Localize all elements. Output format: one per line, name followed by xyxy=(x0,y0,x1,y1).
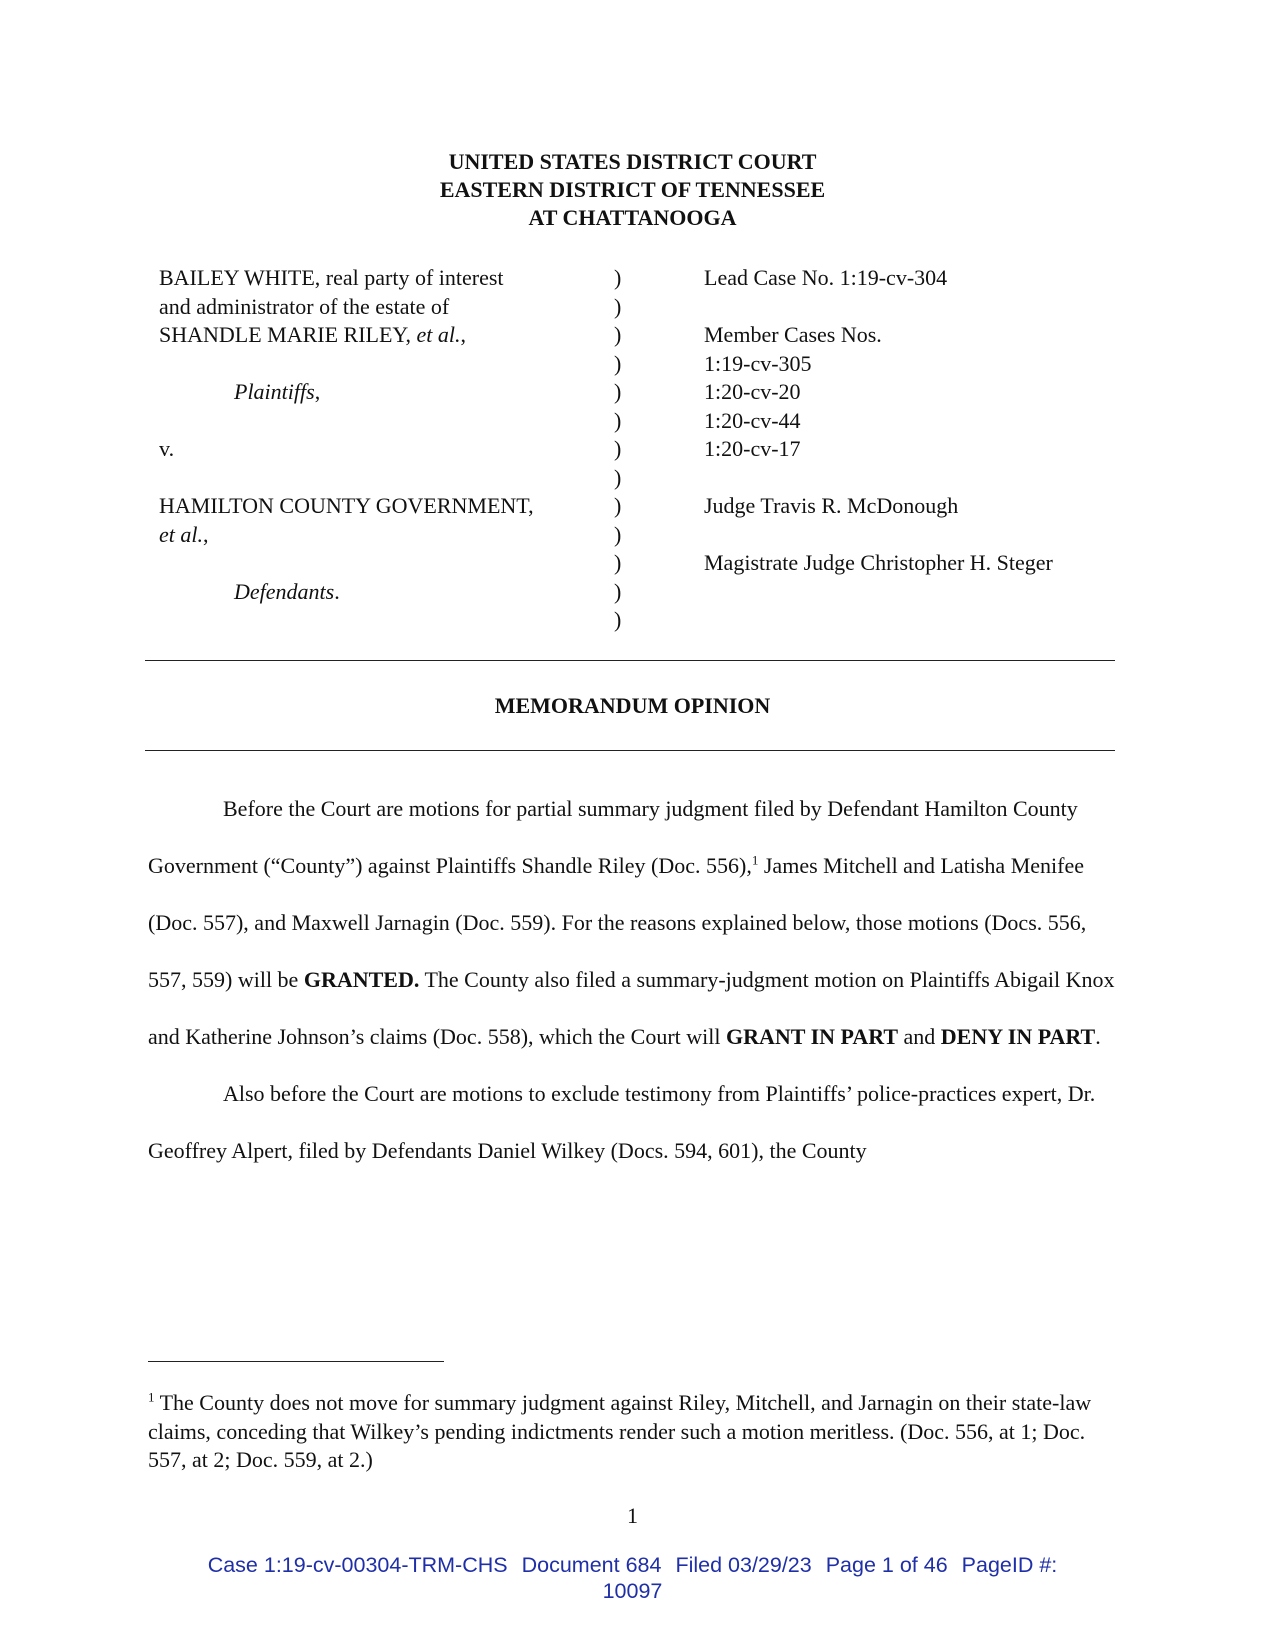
punctuation: , xyxy=(314,379,321,404)
text-run: and xyxy=(898,1024,941,1049)
case-info xyxy=(704,264,1124,578)
defendant-line xyxy=(159,521,599,550)
paren: ) xyxy=(614,293,622,319)
punctuation: , xyxy=(460,322,466,347)
caption-parentheses xyxy=(614,264,634,635)
paren: ) xyxy=(614,407,622,433)
paren: ) xyxy=(614,464,622,490)
text-run: . xyxy=(1095,1024,1101,1049)
defendants-label xyxy=(159,578,599,607)
case-caption-parties xyxy=(159,264,599,606)
footnote-number: 1 xyxy=(148,1389,155,1405)
spacer xyxy=(159,549,599,578)
judge-name: Judge Travis R. McDonough xyxy=(704,493,959,518)
member-case-number: 1:20-cv-20 xyxy=(704,379,801,404)
spacer xyxy=(159,350,599,379)
divider-top xyxy=(145,660,1115,661)
stamp-line xyxy=(0,1552,1265,1578)
magistrate-judge-name: Magistrate Judge Christopher H. Steger xyxy=(704,550,1053,575)
spacer xyxy=(704,464,1124,493)
lead-case-number: Lead Case No. 1:19-cv-304 xyxy=(704,265,948,290)
member-case-number: 1:19-cv-305 xyxy=(704,350,812,376)
stamp-pageid: 10097 xyxy=(602,1579,663,1603)
member-case-number: 1:20-cv-17 xyxy=(704,436,801,461)
stamp-pageid-label: PageID #: xyxy=(961,1553,1058,1577)
punctuation: , xyxy=(203,521,209,547)
paren: ) xyxy=(614,436,622,461)
ruling-grant-in-part: GRANT IN PART xyxy=(726,1024,898,1049)
text-run: Before the Court are motions for partial summary judgment filed by Defendant Hamilton County Government (“County”) against Plaintiffs Shandle Riley (Doc. 556), xyxy=(148,796,1078,878)
divider-bottom xyxy=(145,750,1115,751)
paren: ) xyxy=(614,521,622,547)
defendants-word: Defendants xyxy=(234,578,335,604)
paren: ) xyxy=(614,550,622,575)
text-run: The County also filed a summary-judgment motion on Plaintiffs Abigail Knox and Katherine Johnson’s claims (Doc. 558), which the Court will xyxy=(148,967,1115,1049)
ruling-granted: GRANTED. xyxy=(303,967,420,992)
stamp-document: Document 684 xyxy=(521,1553,662,1577)
defendant-line: HAMILTON COUNTY GOVERNMENT, xyxy=(159,493,534,518)
court-name: UNITED STATES DISTRICT COURT xyxy=(448,149,817,174)
plaintiff-line xyxy=(159,321,599,350)
spacer xyxy=(704,521,1124,550)
opinion-body xyxy=(148,780,1116,1179)
paragraph-2: Also before the Court are motions to exclude testimony from Plaintiffs’ police-practices expert, Dr. Geoffrey Alpert, filed by Defendants Daniel Wilkey (Docs. 594, 601), the County xyxy=(148,1081,1096,1163)
footnote xyxy=(148,1389,1108,1475)
versus: v. xyxy=(159,436,175,461)
paragraph-1 xyxy=(148,780,1116,1065)
paren: ) xyxy=(614,322,622,347)
plaintiff-name: SHANDLE MARIE RILEY, xyxy=(159,322,417,347)
plaintiff-line: and administrator of the estate of xyxy=(159,293,450,319)
spacer xyxy=(159,464,599,493)
plaintiffs-label xyxy=(159,378,599,407)
paren: ) xyxy=(614,350,622,376)
stamp-page: Page 1 of 46 xyxy=(825,1553,948,1577)
court-district: EASTERN DISTRICT OF TENNESSEE xyxy=(439,177,826,202)
ruling-deny-in-part: DENY IN PART xyxy=(940,1024,1096,1049)
text-run: James Mitchell and Latisha Menifee (Doc. 557), and Maxwell Jarnagin (Doc. 559). For the reasons explained below, those motions (Docs. 556, 557, 559) will be xyxy=(148,853,1087,992)
paren: ) xyxy=(614,607,622,632)
punctuation: . xyxy=(334,578,340,604)
spacer xyxy=(704,293,1124,322)
plaintiffs-word: Plaintiffs xyxy=(234,379,315,404)
page-number: 1 xyxy=(627,1503,638,1528)
spacer xyxy=(159,407,599,436)
document-title: MEMORANDUM OPINION xyxy=(494,693,771,718)
et-al: et al. xyxy=(416,322,461,347)
court-header xyxy=(0,148,1265,232)
plaintiff-line: BAILEY WHITE, real party of interest xyxy=(159,265,504,290)
paren: ) xyxy=(614,265,622,290)
member-case-number: 1:20-cv-44 xyxy=(704,407,801,433)
et-al: et al. xyxy=(159,521,203,547)
ecf-header-stamp xyxy=(0,1552,1265,1604)
court-division: AT CHATTANOOGA xyxy=(528,205,737,230)
stamp-filed: Filed 03/29/23 xyxy=(675,1553,812,1577)
member-cases-label: Member Cases Nos. xyxy=(704,322,882,347)
paren: ) xyxy=(614,379,622,404)
footnote-text: The County does not move for summary judgment against Riley, Mitchell, and Jarnagin on their state-law claims, conceding that Wilkey’s pending indictments render such a motion meritless. (Doc. 556, at 1; Doc. 557, at 2; Doc. 559, at 2.) xyxy=(148,1390,1092,1472)
stamp-case: Case 1:19-cv-00304-TRM-CHS xyxy=(207,1553,508,1577)
footnote-divider xyxy=(148,1361,444,1362)
paren: ) xyxy=(614,493,622,518)
footnote-ref[interactable]: 1 xyxy=(751,852,759,868)
paren: ) xyxy=(614,578,622,604)
